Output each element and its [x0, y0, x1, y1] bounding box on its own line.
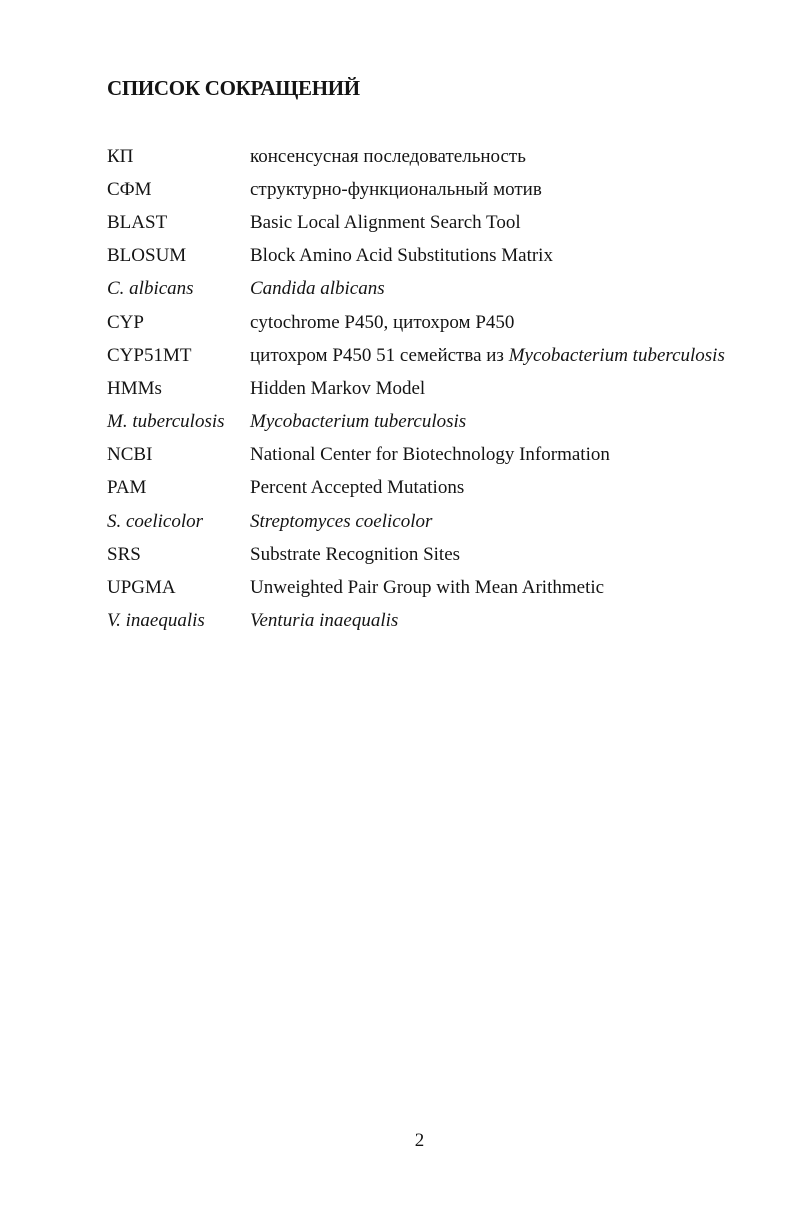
abbreviation-row [107, 306, 757, 339]
abbreviation-row [107, 472, 757, 505]
abbreviation-row [107, 173, 757, 206]
abbreviation-row [107, 605, 757, 638]
abbreviation-row [107, 140, 757, 173]
abbreviation-row [107, 372, 757, 405]
abbreviation-row [107, 206, 757, 239]
abbreviation-definition: консенсусная последовательность [250, 145, 526, 167]
abbreviation-definition: Venturia inaequalis [250, 610, 399, 632]
abbreviation-term: SRS [107, 543, 141, 565]
page-title: СПИСОК СОКРАЩЕНИЙ [107, 76, 360, 100]
abbreviation-definition: Streptomyces coelicolor [250, 510, 433, 532]
abbreviation-definition: cytochrome P450, цитохром P450 [250, 311, 515, 333]
abbreviation-definition: структурно-функциональный мотив [250, 178, 542, 200]
abbreviation-row [107, 571, 757, 604]
abbreviation-term: СФМ [107, 178, 152, 200]
abbreviation-term: C. albicans [107, 278, 194, 300]
abbreviation-definition: Mycobacterium tuberculosis [250, 411, 467, 433]
abbreviation-definition-text: цитохром P450 51 семейства из [250, 344, 509, 366]
abbreviation-term: NCBI [107, 444, 153, 466]
abbreviation-row [107, 439, 757, 472]
abbreviation-definition: Candida albicans [250, 278, 385, 300]
abbreviation-definition: Substrate Recognition Sites [250, 543, 461, 565]
abbreviation-term: CYP [107, 311, 144, 333]
abbreviation-term: S. coelicolor [107, 510, 204, 532]
abbreviation-row [107, 240, 757, 273]
abbreviation-term: BLAST [107, 211, 168, 233]
abbreviation-definition [250, 342, 725, 370]
abbreviation-row [107, 538, 757, 571]
abbreviation-term: КП [107, 145, 134, 167]
abbreviation-term: V. inaequalis [107, 610, 205, 632]
abbreviation-row [107, 273, 757, 306]
abbreviation-term: HMMs [107, 377, 162, 399]
abbreviation-term: UPGMA [107, 577, 176, 599]
abbreviation-definition-species: Mycobacterium tuberculosis [508, 344, 725, 366]
abbreviation-definition: Percent Accepted Mutations [250, 477, 465, 499]
abbreviation-term: PAM [107, 477, 147, 499]
abbreviation-definition: Hidden Markov Model [250, 377, 426, 399]
abbreviation-term: BLOSUM [107, 245, 187, 267]
abbreviation-term: M. tuberculosis [107, 411, 225, 433]
abbreviation-definition: Basic Local Alignment Search Tool [250, 211, 521, 233]
abbreviation-row [107, 505, 757, 538]
abbreviation-definition: National Center for Biotechnology Information [250, 444, 610, 466]
page-number: 2 [414, 1130, 425, 1151]
abbreviation-term: CYP51MT [107, 344, 192, 366]
abbreviation-definition: Unweighted Pair Group with Mean Arithmetic [250, 577, 605, 599]
abbreviation-definition: Block Amino Acid Substitutions Matrix [250, 245, 553, 267]
abbreviation-row [107, 406, 757, 439]
abbreviation-row [107, 339, 757, 372]
abbreviation-list [107, 140, 757, 638]
